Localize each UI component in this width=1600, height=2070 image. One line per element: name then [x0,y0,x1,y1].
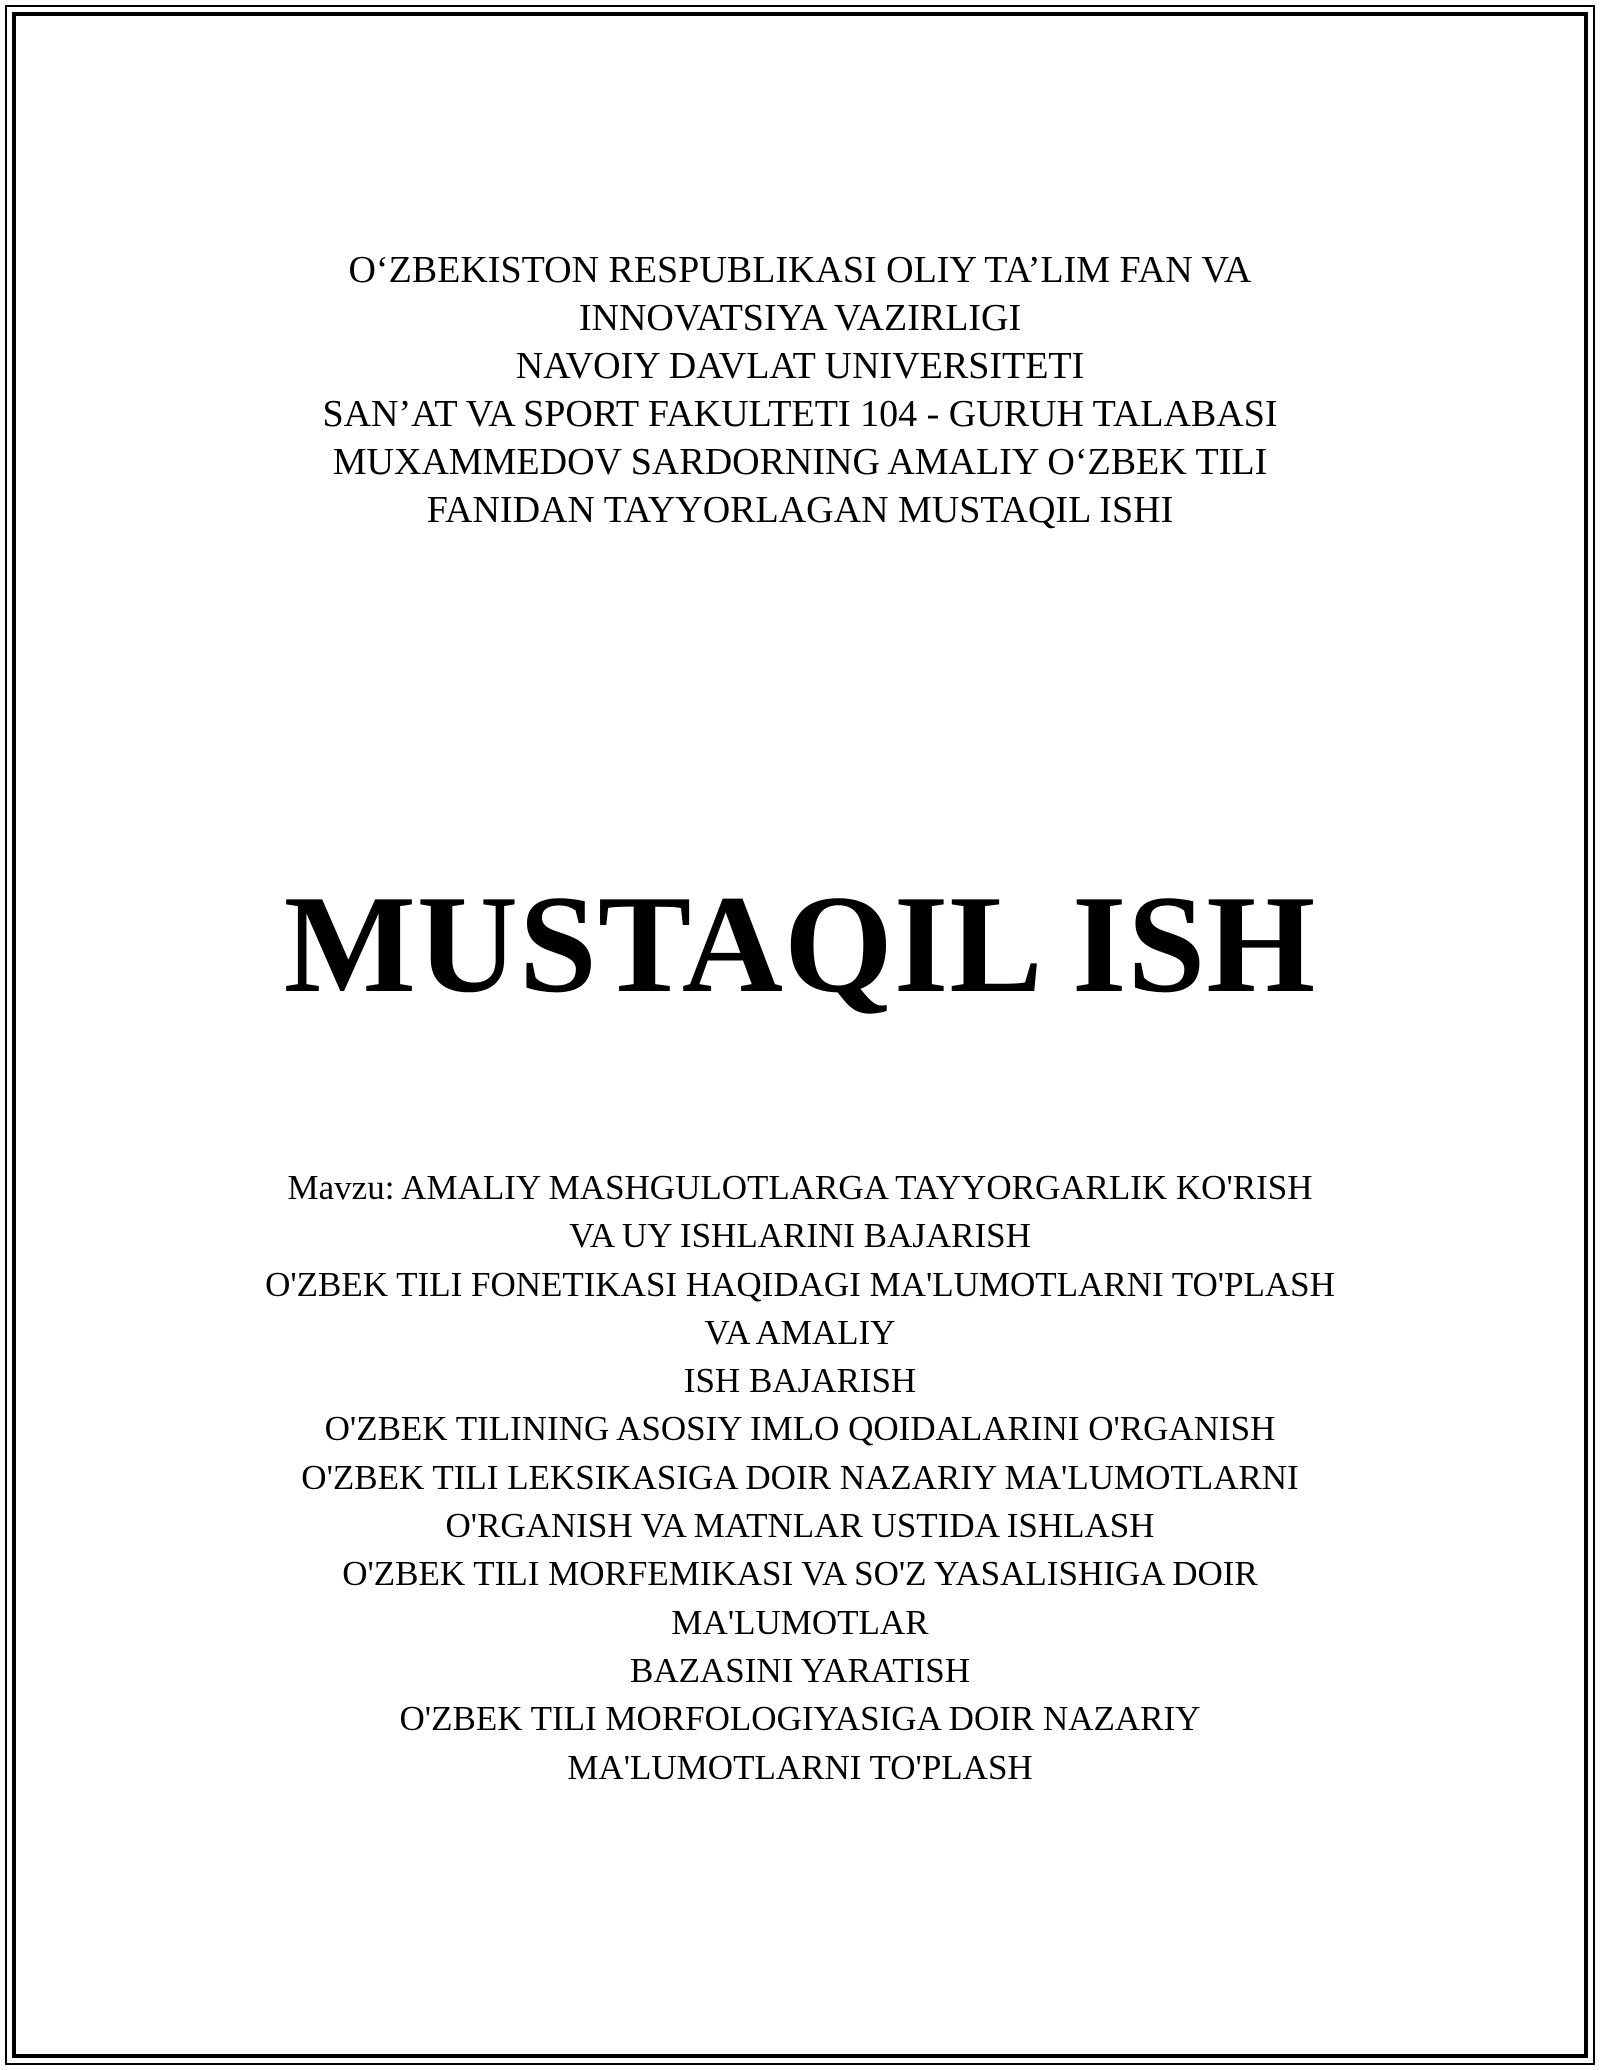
topic-block [0,1164,1600,1792]
topic-line: BAZASINI YARATISH [630,1650,970,1690]
header-line: FANIDAN TAYYORLAGAN MUSTAQIL ISHI [426,489,1174,531]
header-line: MUXAMMEDOV SARDORNING AMALIY O‘ZBEK TILI [332,441,1268,483]
topic-line: MA'LUMOTLAR [671,1602,929,1642]
document-title: MUSTAQIL ISH [283,867,1317,1022]
header-block [0,246,1600,534]
header-line: O‘ZBEKISTON RESPUBLIKASI OLIY TA’LIM FAN VA [348,249,1252,291]
topic-line: VA AMALIY [704,1312,896,1352]
topic-line: O'ZBEK TILI LEKSIKASIGA DOIR NAZARIY MA'LUMOTLARNI [301,1457,1299,1497]
topic-line: O'RGANISH VA MATNLAR USTIDA ISHLASH [445,1506,1155,1546]
topic-line: O'ZBEK TILINING ASOSIY IMLO QOIDALARINI O'RGANISH [324,1409,1276,1449]
topic-line: VA UY ISHLARINI BAJARISH [569,1216,1031,1256]
topic-line: Mavzu: AMALIY MASHGULOTLARGA TAYYORGARLIK KO'RISH [287,1168,1313,1207]
topic-line: O'ZBEK TILI MORFOLOGIYASIGA DOIR NAZARIY [399,1699,1201,1739]
header-line: INNOVATSIYA VAZIRLIGI [578,297,1022,339]
header-line: NAVOIY DAVLAT UNIVERSITETI [515,345,1085,387]
topic-line: MA'LUMOTLARNI TO'PLASH [567,1747,1033,1787]
header-line: SAN’AT VA SPORT FAKULTETI 104 - GURUH TALABASI [322,393,1278,435]
topic-line: O'ZBEK TILI MORFEMIKASI VA SO'Z YASALISHIGA DOIR [342,1554,1258,1594]
topic-line: ISH BAJARISH [683,1361,917,1401]
topic-line: O'ZBEK TILI FONETIKASI HAQIDAGI MA'LUMOTLARNI TO'PLASH [265,1264,1335,1304]
